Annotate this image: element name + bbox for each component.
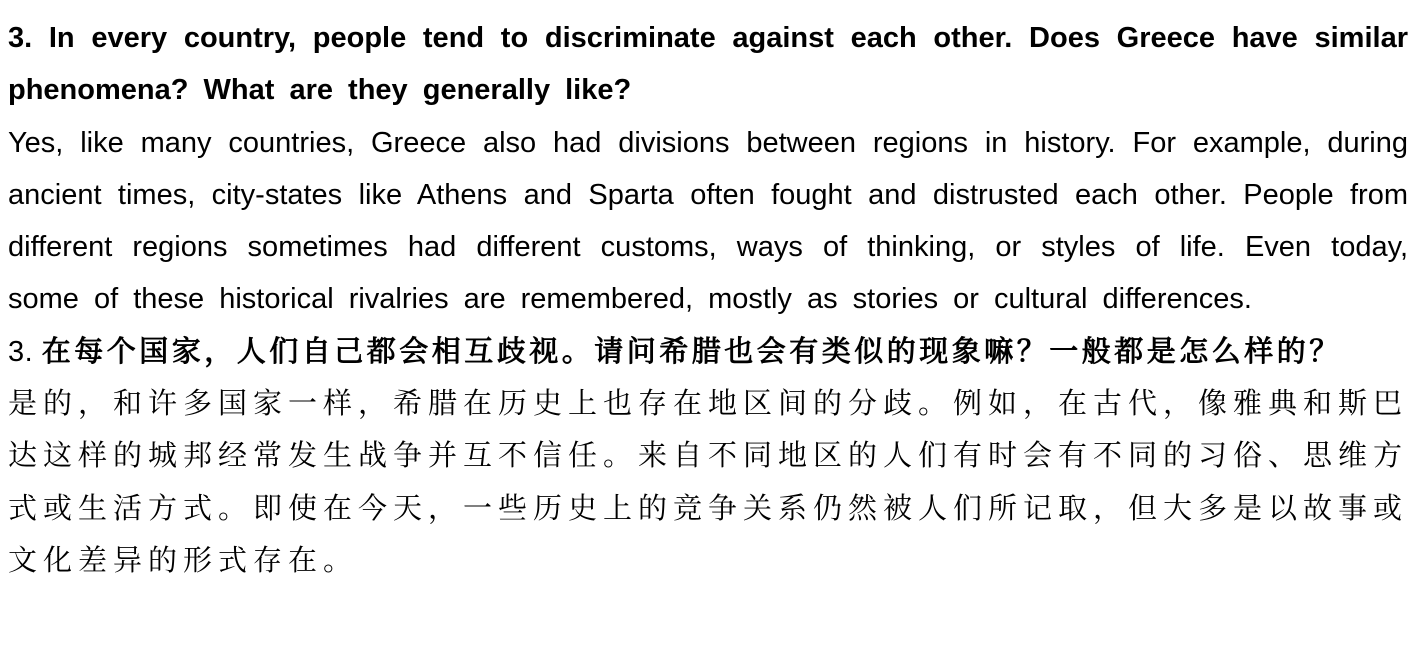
answer-paragraph-zh: 是的，和许多国家一样，希腊在历史上也存在地区间的分歧。例如，在古代，像雅典和斯巴达这样的城邦经常发生战争并互不信任。来自不同地区的人们有时会有不同的习俗、思维方式或生活方式。即使在今天，一些历史上的竞争关系仍然被人们所记取，但大多是以故事或文化差异的形式存在。 [8, 388, 1409, 577]
question-heading-en: 3. In every country, people tend to discriminate against each other. Does Greece have similar phenomena? What are they generally like? [8, 22, 1408, 107]
question-heading-zh [8, 326, 1408, 378]
question-number-zh: 3. [8, 335, 42, 368]
question-text-zh: 在每个国家，人们自己都会相互歧视。请问希腊也会有类似的现象嘛？一般都是怎么样的？ [41, 335, 1342, 368]
answer-paragraph-en: Yes, like many countries, Greece also had divisions between regions in history. For example, during ancient times, city-states like Athens and Sparta often fought and distrusted each other. People from different regions sometimes had different customs, ways of thinking, or styles of life. Even today, some of these historical rivalries are remembered, mostly as stories or cultural differences. [8, 126, 1408, 316]
